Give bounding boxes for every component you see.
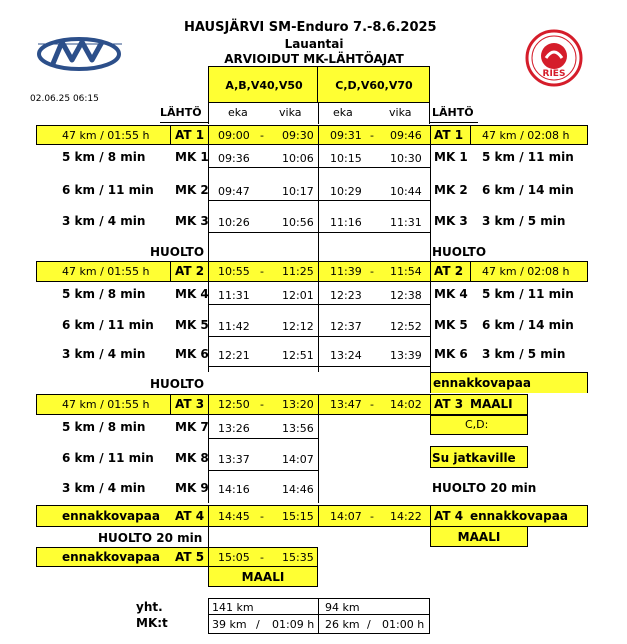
row-mk3-c-last: 11:31 bbox=[390, 216, 422, 229]
row-mk7-a-last: 13:56 bbox=[282, 422, 314, 435]
totals-left-mk-time: 01:09 h bbox=[272, 618, 315, 631]
row-mk3-a-last: 10:56 bbox=[282, 216, 314, 229]
row-mk3-c-first: 11:16 bbox=[330, 216, 362, 229]
row-mk3-distance-right: 3 km / 5 min bbox=[482, 214, 566, 228]
grid-line bbox=[208, 470, 318, 471]
col-divider bbox=[318, 102, 319, 124]
row-at2-distance-right: 47 km / 02:08 h bbox=[482, 265, 570, 278]
slash: / bbox=[367, 618, 371, 631]
row-mk4-a-last: 12:01 bbox=[282, 289, 314, 302]
row-mk2-c-first: 10:29 bbox=[330, 185, 362, 198]
row-at2-a-last: 11:25 bbox=[282, 265, 314, 278]
row-at3-a-last: 13:20 bbox=[282, 398, 314, 411]
row-at1-c-first: 09:31 bbox=[330, 129, 362, 142]
row-at3-a-first: 12:50 bbox=[218, 398, 250, 411]
mk-totals-label: MK:t bbox=[136, 616, 168, 630]
divider bbox=[170, 394, 171, 415]
grid-line bbox=[318, 145, 319, 261]
row-mk1-distance-left: 5 km / 8 min bbox=[62, 150, 146, 164]
grid-line bbox=[430, 282, 431, 372]
row-at3-finish-right: MAALI bbox=[470, 397, 513, 411]
row-mk2-c-last: 10:44 bbox=[390, 185, 422, 198]
row-mk5-a-first: 11:42 bbox=[218, 320, 250, 333]
row-mk5-distance-left: 6 km / 11 min bbox=[62, 318, 154, 332]
row-at3-checkpoint: AT 3 bbox=[175, 397, 205, 411]
continue-label-right: Su jatkaville bbox=[432, 451, 516, 465]
dash: - bbox=[260, 551, 264, 564]
sml-logo bbox=[32, 32, 127, 77]
start-label-left: LÄHTÖ bbox=[160, 106, 202, 119]
divider bbox=[208, 505, 209, 527]
ries-logo-text: RIES bbox=[542, 69, 566, 79]
dash: - bbox=[370, 398, 374, 411]
slash: / bbox=[256, 618, 260, 631]
row-mk8-distance-left: 6 km / 11 min bbox=[62, 451, 154, 465]
totals-left-km: 141 km bbox=[212, 601, 254, 614]
row-at2-c-first: 11:39 bbox=[330, 265, 362, 278]
totals-right-mk-time: 01:00 h bbox=[382, 618, 425, 631]
grid-line bbox=[208, 527, 209, 547]
row-at1-checkpoint: AT 1 bbox=[175, 128, 205, 142]
divider bbox=[208, 261, 209, 282]
divider bbox=[208, 547, 209, 567]
row-at3-c-first: 13:47 bbox=[330, 398, 362, 411]
divider bbox=[208, 125, 209, 145]
row-at4-c-first: 14:07 bbox=[330, 510, 362, 523]
row-mk6-distance-left: 3 km / 4 min bbox=[62, 347, 146, 361]
row-at5-a-last: 15:35 bbox=[282, 551, 314, 564]
row-mk5-distance-right: 6 km / 14 min bbox=[482, 318, 574, 332]
dash: - bbox=[260, 398, 264, 411]
row-at2-checkpoint: AT 2 bbox=[175, 264, 205, 278]
totals-right-mk-km: 26 km bbox=[325, 618, 360, 631]
row-at1-a-first: 09:00 bbox=[218, 129, 250, 142]
row-mk1-c-first: 10:15 bbox=[330, 152, 362, 165]
service-label-left: HUOLTO bbox=[150, 245, 205, 259]
divider bbox=[470, 261, 471, 282]
row-mk3-distance-left: 3 km / 4 min bbox=[62, 214, 146, 228]
divider bbox=[430, 261, 431, 282]
row-mk2-a-last: 10:17 bbox=[282, 185, 314, 198]
grid-line bbox=[208, 438, 318, 439]
row-at3-checkpoint-right: AT 3 bbox=[434, 397, 464, 411]
row-at4-label-left: ennakkovapaa bbox=[62, 509, 160, 523]
grid-line bbox=[208, 200, 430, 201]
grid-line bbox=[208, 167, 430, 168]
start-underline-right bbox=[430, 122, 478, 123]
dash: - bbox=[370, 510, 374, 523]
group-label-right: C,D,V60,V70 bbox=[335, 79, 413, 92]
dash: - bbox=[370, 265, 374, 278]
divider bbox=[318, 394, 319, 415]
row-mk4-distance-left: 5 km / 8 min bbox=[62, 287, 146, 301]
col-eka-left: eka bbox=[228, 106, 248, 119]
row-mk2-a-first: 09:47 bbox=[218, 185, 250, 198]
row-mk9-a-last: 14:46 bbox=[282, 483, 314, 496]
row-at4-checkpoint: AT 4 bbox=[175, 509, 205, 523]
row-mk1-checkpoint-right: MK 1 bbox=[434, 150, 468, 164]
grid-line bbox=[208, 232, 430, 233]
row-at2-c-last: 11:54 bbox=[390, 265, 422, 278]
row-mk2-distance-right: 6 km / 14 min bbox=[482, 183, 574, 197]
divider bbox=[430, 125, 431, 145]
service-label-right: HUOLTO bbox=[432, 245, 487, 259]
service-label-left-2: HUOLTO bbox=[150, 377, 205, 391]
start-underline-left bbox=[160, 122, 208, 123]
col-vika-left: vika bbox=[279, 106, 302, 119]
ries-logo bbox=[524, 28, 584, 88]
row-at4-label-right: ennakkovapaa bbox=[470, 509, 568, 523]
free-label-right: ennakkovapaa bbox=[433, 376, 531, 390]
row-mk1-a-first: 09:36 bbox=[218, 152, 250, 165]
grid-line bbox=[318, 415, 319, 503]
row-mk6-a-last: 12:51 bbox=[282, 349, 314, 362]
page-subtitle: ARVIOIDUT MK-LÄHTÖAJAT bbox=[224, 52, 404, 66]
divider bbox=[318, 505, 319, 527]
divider bbox=[430, 394, 431, 415]
row-mk6-checkpoint-right: MK 6 bbox=[434, 347, 468, 361]
divider bbox=[170, 125, 171, 145]
divider bbox=[470, 125, 471, 145]
row-mk6-c-last: 13:39 bbox=[390, 349, 422, 362]
row-at1-a-last: 09:30 bbox=[282, 129, 314, 142]
row-at2-a-first: 10:55 bbox=[218, 265, 250, 278]
row-mk8-checkpoint: MK 8 bbox=[175, 451, 209, 465]
group-label-left: A,B,V40,V50 bbox=[225, 79, 303, 92]
row-mk3-a-first: 10:26 bbox=[218, 216, 250, 229]
finish-label-right: MAALI bbox=[457, 530, 501, 544]
row-mk5-a-last: 12:12 bbox=[282, 320, 314, 333]
row-mk8-a-last: 14:07 bbox=[282, 453, 314, 466]
event-day: Lauantai bbox=[284, 37, 344, 51]
row-mk1-a-last: 10:06 bbox=[282, 152, 314, 165]
row-at1-distance-right: 47 km / 02:08 h bbox=[482, 129, 570, 142]
row-at5-a-first: 15:05 bbox=[218, 551, 250, 564]
grid-line bbox=[208, 366, 430, 367]
divider bbox=[318, 261, 319, 282]
row-mk4-c-last: 12:38 bbox=[390, 289, 422, 302]
service20-label-left: HUOLTO 20 min bbox=[98, 531, 203, 545]
grid-line bbox=[318, 282, 319, 372]
divider bbox=[318, 125, 319, 145]
col-vika-right: vika bbox=[389, 106, 412, 119]
row-mk2-checkpoint-right: MK 2 bbox=[434, 183, 468, 197]
start-label-right: LÄHTÖ bbox=[432, 106, 474, 119]
row-at1-checkpoint-right: AT 1 bbox=[434, 128, 464, 142]
row-mk1-checkpoint: MK 1 bbox=[175, 150, 209, 164]
event-title: HAUSJÄRVI SM-Enduro 7.-8.6.2025 bbox=[184, 20, 437, 35]
row-at5-label-left: ennakkovapaa bbox=[62, 550, 160, 564]
row-at4-c-last: 14:22 bbox=[390, 510, 422, 523]
dash: - bbox=[260, 265, 264, 278]
timestamp: 02.06.25 06:15 bbox=[30, 94, 99, 104]
col-eka-right: eka bbox=[333, 106, 353, 119]
totals-hline bbox=[208, 614, 430, 615]
totals-divider bbox=[318, 598, 319, 634]
row-at2-distance-left: 47 km / 01:55 h bbox=[62, 265, 150, 278]
row-at4-checkpoint-right: AT 4 bbox=[434, 509, 464, 523]
row-at3-distance-left: 47 km / 01:55 h bbox=[62, 398, 150, 411]
row-mk9-checkpoint: MK 9 bbox=[175, 481, 209, 495]
finish-label-left: MAALI bbox=[241, 570, 285, 584]
row-mk1-distance-right: 5 km / 11 min bbox=[482, 150, 574, 164]
row-mk6-c-first: 13:24 bbox=[330, 349, 362, 362]
group-header-left bbox=[208, 66, 318, 102]
row-at4-a-last: 15:15 bbox=[282, 510, 314, 523]
grid-line bbox=[208, 304, 430, 305]
row-mk2-checkpoint: MK 2 bbox=[175, 183, 209, 197]
row-mk2-distance-left: 6 km / 11 min bbox=[62, 183, 154, 197]
divider bbox=[430, 505, 431, 527]
divider bbox=[208, 394, 209, 415]
grid-line bbox=[430, 145, 431, 261]
row-at2-checkpoint-right: AT 2 bbox=[434, 264, 464, 278]
totals-label: yht. bbox=[136, 600, 163, 614]
row-mk5-c-first: 12:37 bbox=[330, 320, 362, 333]
row-at3-c-last: 14:02 bbox=[390, 398, 422, 411]
row-mk7-distance-left: 5 km / 8 min bbox=[62, 420, 146, 434]
row-mk4-checkpoint-right: MK 4 bbox=[434, 287, 468, 301]
row-mk9-distance-left: 3 km / 4 min bbox=[62, 481, 146, 495]
row-mk5-checkpoint-right: MK 5 bbox=[434, 318, 468, 332]
row-mk3-checkpoint: MK 3 bbox=[175, 214, 209, 228]
row-mk5-checkpoint: MK 5 bbox=[175, 318, 209, 332]
row-at1-distance-left: 47 km / 01:55 h bbox=[62, 129, 150, 142]
totals-left-mk-km: 39 km bbox=[212, 618, 247, 631]
row-mk6-a-first: 12:21 bbox=[218, 349, 250, 362]
totals-right-km: 94 km bbox=[325, 601, 360, 614]
dash: - bbox=[370, 129, 374, 142]
divider bbox=[170, 261, 171, 282]
row-mk5-c-last: 12:52 bbox=[390, 320, 422, 333]
row-at4-a-first: 14:45 bbox=[218, 510, 250, 523]
dash: - bbox=[260, 510, 264, 523]
row-mk9-a-first: 14:16 bbox=[218, 483, 250, 496]
cd-label-right: C,D: bbox=[465, 418, 489, 431]
row-mk4-a-first: 11:31 bbox=[218, 289, 250, 302]
row-mk4-c-first: 12:23 bbox=[330, 289, 362, 302]
dash: - bbox=[260, 129, 264, 142]
row-at1-c-last: 09:46 bbox=[390, 129, 422, 142]
row-mk1-c-last: 10:30 bbox=[390, 152, 422, 165]
row-mk6-checkpoint: MK 6 bbox=[175, 347, 209, 361]
group-header-right bbox=[318, 66, 430, 102]
row-mk6-distance-right: 3 km / 5 min bbox=[482, 347, 566, 361]
row-mk8-a-first: 13:37 bbox=[218, 453, 250, 466]
row-mk4-distance-right: 5 km / 11 min bbox=[482, 287, 574, 301]
row-mk7-checkpoint: MK 7 bbox=[175, 420, 209, 434]
row-mk4-checkpoint: MK 4 bbox=[175, 287, 209, 301]
row-mk3-checkpoint-right: MK 3 bbox=[434, 214, 468, 228]
grid-line bbox=[208, 336, 430, 337]
row-mk7-a-first: 13:26 bbox=[218, 422, 250, 435]
row-at5-checkpoint: AT 5 bbox=[175, 550, 205, 564]
service20-label-right: HUOLTO 20 min bbox=[432, 481, 537, 495]
